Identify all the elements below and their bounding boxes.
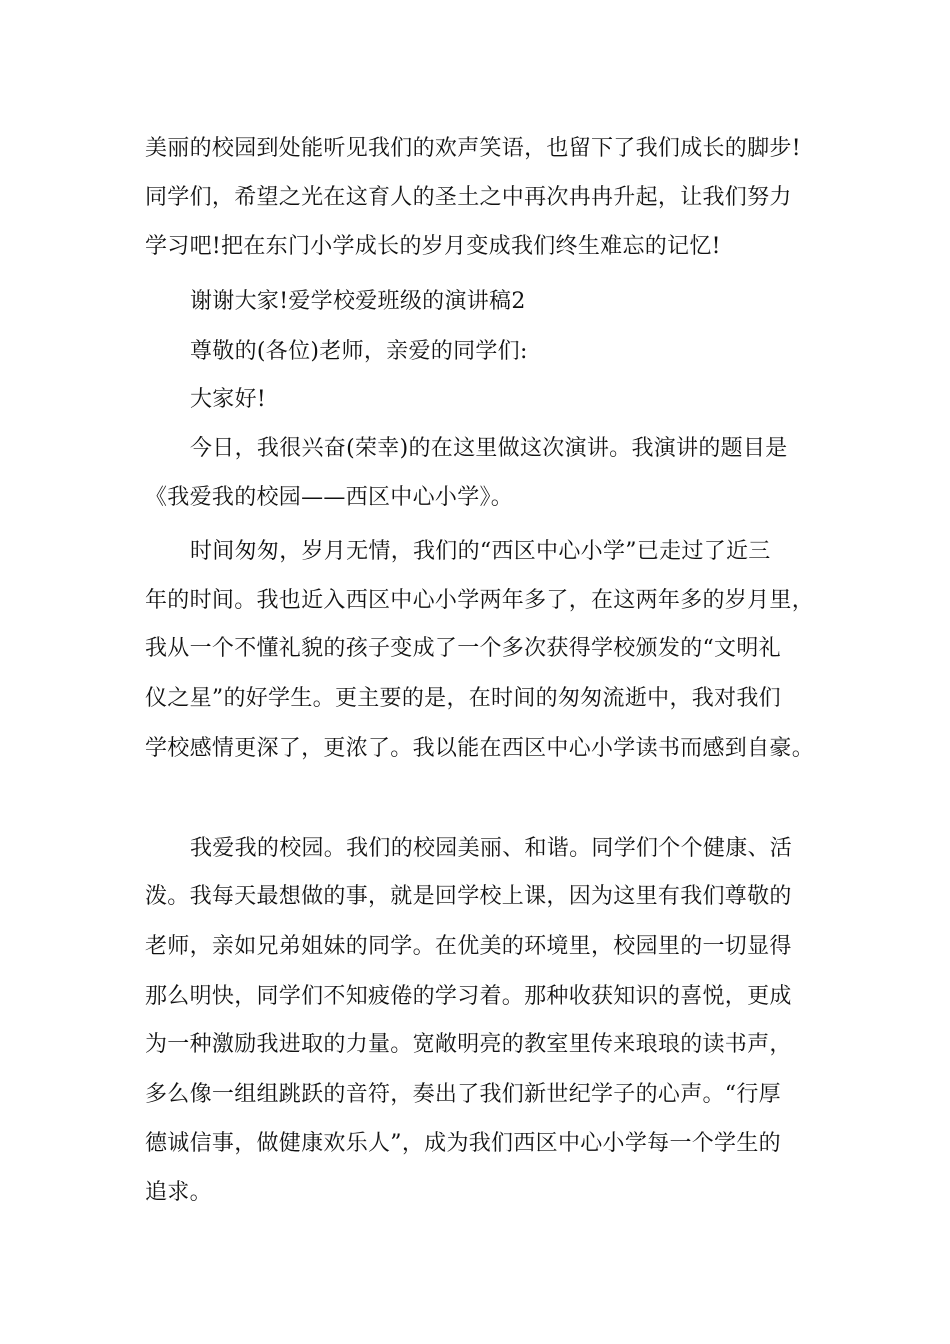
- text-line: 我从一个不懂礼貌的孩子变成了一个多次获得学校颁发的“文明礼: [145, 636, 781, 661]
- text-line: 为一种激励我进取的力量。宽敞明亮的教室里传来琅琅的读书声，: [145, 1032, 792, 1057]
- text-line: 时间匆匆，岁月无情，我们的“西区中心小学”已走过了近三: [190, 539, 771, 564]
- text-line: 仪之星”的好学生。更主要的是，在时间的匆匆流逝中，我对我们: [145, 686, 781, 711]
- text-line: 同学们，希望之光在这育人的圣土之中再次冉冉升起，让我们努力: [145, 185, 792, 210]
- text-line: 年的时间。我也近入西区中心小学两年多了，在这两年多的岁月里，: [145, 588, 815, 613]
- text-line: 我爱我的校园。我们的校园美丽、和谐。同学们个个健康、活: [190, 836, 793, 861]
- salutation: 尊敬的(各位)老师，亲爱的同学们:: [190, 339, 528, 364]
- text-line: 那么明快，同学们不知疲倦的学习着。那种收获知识的喜悦，更成: [145, 984, 792, 1009]
- text-line: 美丽的校园到处能听见我们的欢声笑语，也留下了我们成长的脚步!: [145, 136, 801, 161]
- text-line: 学校感情更深了，更浓了。我以能在西区中心小学读书而感到自豪。: [145, 736, 815, 761]
- text-line: 今日，我很兴奋(荣幸)的在这里做这次演讲。我演讲的题目是: [190, 436, 788, 461]
- text-line: 追求。: [145, 1180, 212, 1205]
- text-line: 德诚信事，做健康欢乐人”，成为我们西区中心小学每一个学生的: [145, 1131, 781, 1156]
- text-line: 多么像一组组跳跃的音符，奏出了我们新世纪学子的心声。“行厚: [145, 1082, 781, 1107]
- text-line: 学习吧!把在东门小学成长的岁月变成我们终生难忘的记忆!: [145, 234, 721, 259]
- greeting: 大家好!: [190, 387, 267, 412]
- speech-title: 谢谢大家!爱学校爱班级的演讲稿2: [190, 289, 526, 314]
- text-line: 老师，亲如兄弟姐妹的同学。在优美的环境里，校园里的一切显得: [145, 934, 792, 959]
- text-line: 《我爱我的校园——西区中心小学》。: [145, 485, 514, 510]
- text-line: 泼。我每天最想做的事，就是回学校上课，因为这里有我们尊敬的: [145, 884, 792, 909]
